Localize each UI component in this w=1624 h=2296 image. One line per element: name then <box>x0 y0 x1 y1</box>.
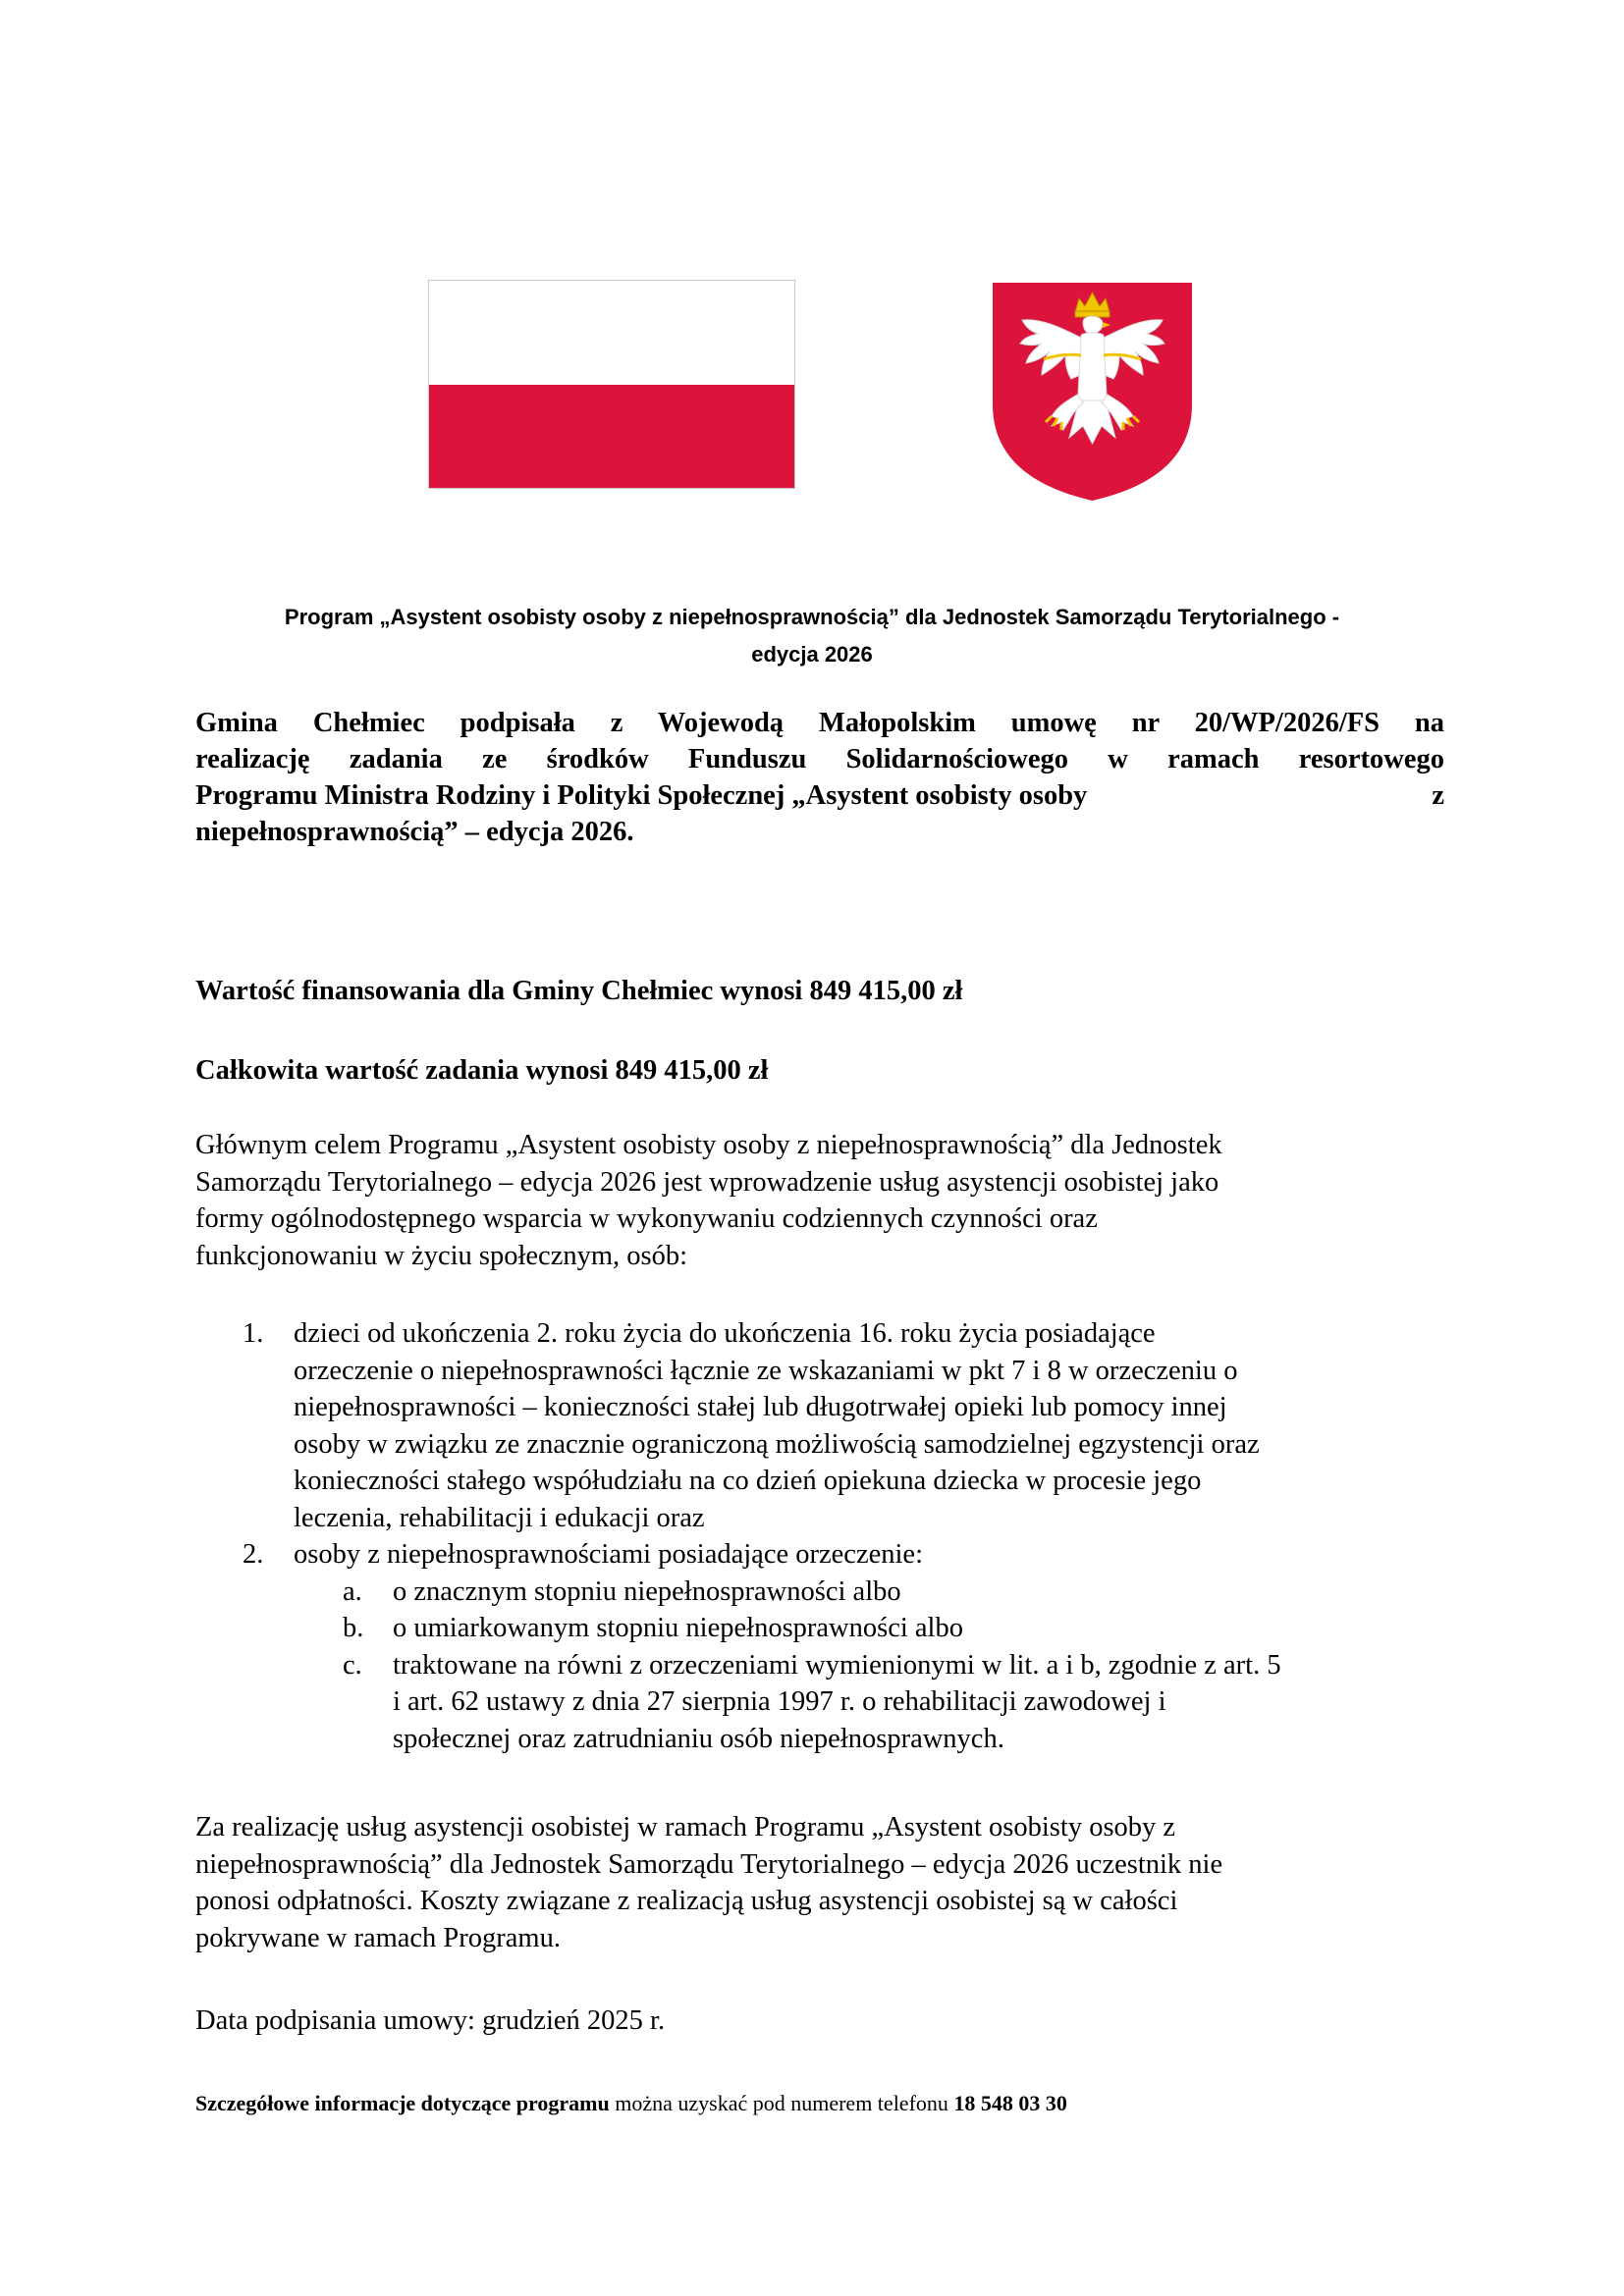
list-item <box>195 1536 1452 1574</box>
closing-line: niepełnosprawnością” dla Jednostek Samorządu Terytorialnego – edycja 2026 uczestnik nie <box>195 1848 1223 1880</box>
lead-line-part: z <box>1432 780 1444 811</box>
lead-paragraph <box>195 705 1444 850</box>
closing-paragraph <box>195 1809 1452 1956</box>
eligibility-list <box>195 1315 1452 1757</box>
contact-info <box>195 2089 1067 2118</box>
list-item-line: osoby z niepełnosprawnościami posiadające orzeczenie: <box>294 1539 923 1570</box>
contact-phone: 18 548 03 30 <box>953 2091 1067 2115</box>
closing-line: pokrywane w ramach Programu. <box>195 1922 561 1953</box>
sub-list-item <box>195 1647 1452 1758</box>
lead-line-part: Programu Ministra Rodziny i Polityki Społecznej „Asystent osobisty osoby <box>195 780 1088 811</box>
sub-list-item <box>195 1610 1452 1647</box>
list-item-line: niepełnosprawności – konieczności stałej lub długotrwałej opieki lub pomocy innej <box>294 1392 1227 1422</box>
program-title-line1: Program „Asystent osobisty osoby z niepełnosprawnością” dla Jednostek Samorządu Terytorialnego - <box>284 605 1340 629</box>
contact-info-bold: Szczegółowe informacje dotyczące programu <box>195 2091 610 2115</box>
flag-red-stripe <box>429 385 794 489</box>
list-item-line: konieczności stałego współudziału na co dzień opiekuna dziecka w procesie jego <box>294 1466 1202 1496</box>
polish-coat-of-arms-icon <box>987 279 1198 503</box>
lead-line <box>195 777 1444 814</box>
intro-line: Głównym celem Programu „Asystent osobisty osoby z niepełnosprawnością” dla Jednostek <box>195 1130 1222 1160</box>
intro-line: Samorządu Terytorialnego – edycja 2026 jest wprowadzenie usług asystencji osobistej jako <box>195 1166 1219 1198</box>
signing-date: Data podpisania umowy: grudzień 2025 r. <box>195 2005 666 2036</box>
total-value: Całkowita wartość zadania wynosi 849 415,00 zł <box>195 1055 769 1086</box>
intro-line: formy ogólnodostępnego wsparcia w wykonywaniu codziennych czynności oraz <box>195 1203 1098 1234</box>
sub-list-item <box>195 1574 1452 1611</box>
list-item-line: orzeczenie o niepełnosprawności łącznie ze wskazaniami w pkt 7 i 8 w orzeczeniu o <box>294 1355 1238 1386</box>
lead-line: niepełnosprawnością” – edycja 2026. <box>195 817 634 847</box>
flag-white-stripe <box>429 281 794 385</box>
sub-list-line: traktowane na równi z orzeczeniami wymienionymi w lit. a i b, zgodnie z art. 5 <box>393 1649 1281 1681</box>
sub-list-line: i art. 62 ustawy z dnia 27 sierpnia 1997 r. o rehabilitacji zawodowej i <box>393 1686 1166 1717</box>
intro-paragraph <box>195 1127 1452 1274</box>
program-title-line2: edycja 2026 <box>751 642 873 667</box>
funding-value: Wartość finansowania dla Gminy Chełmiec wynosi 849 415,00 zł <box>195 976 963 1006</box>
lead-line: Gmina Chełmiec podpisała z Wojewodą Małopolskim umowę nr 20/WP/2026/FS na <box>195 708 1444 738</box>
list-item <box>195 1315 1452 1536</box>
list-item-line: osoby w związku ze znacznie ograniczoną możliwością samodzielnej egzystencji oraz <box>294 1428 1260 1460</box>
sub-list-letter: a. <box>343 1575 362 1607</box>
closing-line: ponosi odpłatności. Koszty związane z realizacją usług asystencji osobistej są w całości <box>195 1886 1178 1916</box>
sub-list-line: społecznej oraz zatrudnianiu osób niepełnosprawnych. <box>393 1723 1004 1754</box>
sub-list-letter: b. <box>343 1613 364 1643</box>
closing-line: Za realizację usług asystencji osobistej w ramach Programu „Asystent osobisty osoby z <box>195 1812 1176 1842</box>
contact-info-text: można uzyskać pod numerem telefonu <box>609 2091 954 2115</box>
sub-list-line: o umiarkowanym stopniu niepełnosprawności albo <box>393 1613 963 1643</box>
lead-line: realizację zadania ze środków Funduszu Solidarnościowego w ramach resortowego <box>195 744 1444 774</box>
list-number: 2. <box>243 1539 264 1570</box>
list-item-line: leczenia, rehabilitacji i edukacji oraz <box>294 1502 705 1533</box>
sub-list-letter: c. <box>343 1649 362 1681</box>
list-number: 1. <box>243 1318 264 1349</box>
sub-list-line: o znacznym stopniu niepełnosprawności albo <box>393 1575 901 1607</box>
intro-line: funkcjonowaniu w życiu społecznym, osób: <box>195 1240 688 1271</box>
program-title <box>196 599 1428 673</box>
list-item-line: dzieci od ukończenia 2. roku życia do ukończenia 16. roku życia posiadające <box>294 1318 1156 1349</box>
polish-flag-image <box>428 280 795 489</box>
